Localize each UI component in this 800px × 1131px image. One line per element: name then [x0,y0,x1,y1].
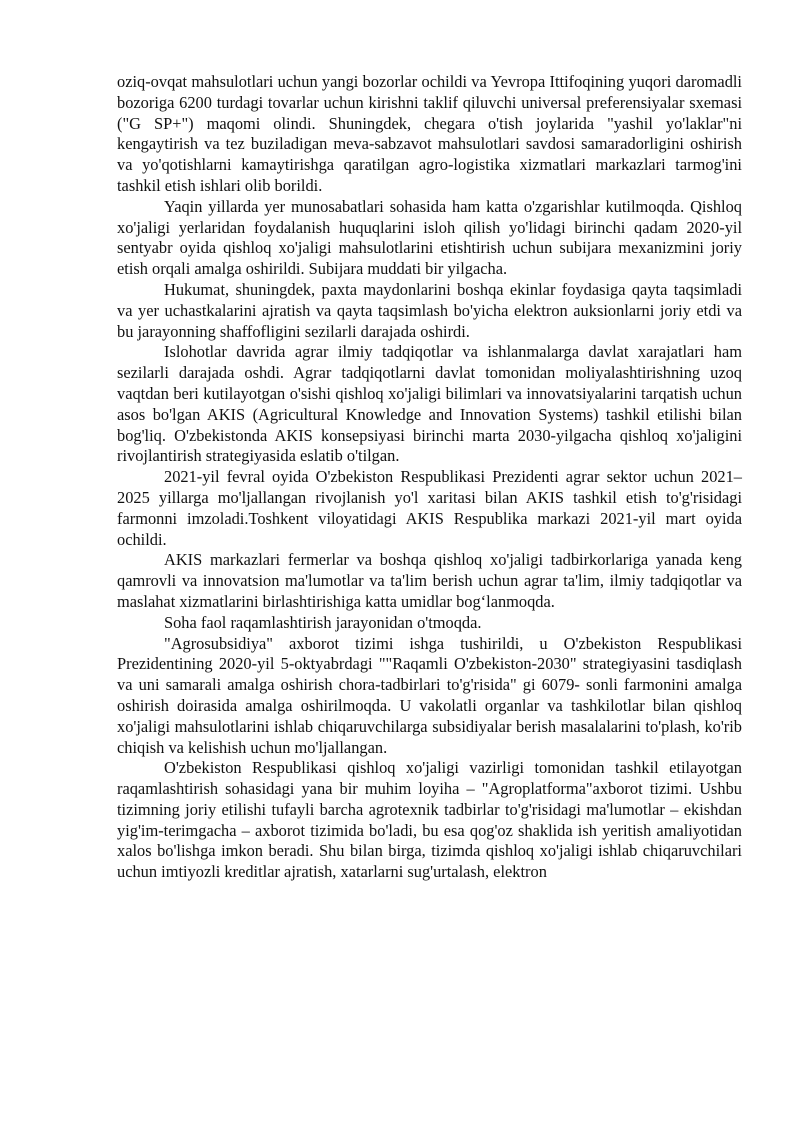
paragraph-cotton-redistribution: Hukumat, shuningdek, paxta maydonlarini boshqa ekinlar foydasiga qayta taqsimladi va yer uchastkalarini ajratish va qayta taqsimlash bo'yicha elektron auksionlarni joriy etdi va bu jarayonning shaffofligini sezilarli darajada oshirdi. [117,279,742,341]
paragraph-akis-decree: 2021-yil fevral oyida O'zbekiston Respublikasi Prezidenti agrar sektor uchun 2021–2025 yillarga mo'ljallangan rivojlanish yo'l xaritasi bilan AKIS tashkil etish to'g'risidagi farmonni imzoladi.Toshkent viloyatidagi AKIS Respublika markazi 2021-yil mart oyida ochildi. [117,467,742,549]
paragraph-digitalization: Soha faol raqamlashtirish jarayonidan o'tmoqda. [164,612,482,632]
paragraph-agroplatforma: O'zbekiston Respublikasi qishloq xo'jaligi vazirligi tomonidan tashkil etilayotgan raqamlashtirish sohasidagi yana bir muhim loyiha – "Agroplatforma"axborot tizimi. Ushbu tizimning joriy etilishi tufayli barcha agrotexnik tadbirlar to'g'risidagi ma'lumotlar – ekishdan yig'im-terimgacha – axborot tizimida bo'ladi, bu esa qog'oz shaklida ish yeritish amaliyotidan xalos bo'lishga imkon beradi. Shu bilan birga, tizimda qishloq xo'jaligi ishlab chiqaruvchilari uchun imtiyozli kreditlar ajratish, xatarlarni sug'urtalash, elektron [117,758,742,882]
paragraph-agrosubsidiya: "Agrosubsidiya" axborot tizimi ishga tushirildi, u O'zbekiston Respublikasi Prezidentining 2020-yil 5-oktyabrdagi ""Raqamli O'zbekiston-2030" strategiyasini tasdiqlash va uni samarali amalga oshirish chora-tadbirlari to'g'risida" gi 6079- sonli farmonini amalga oshirish doirasida amalga oshirilmoqda. U vakolatli organlar va tashkilotlar bilan qishloq xo'jaligi mahsulotlarini ishlab chiqaruvchilarga subsidiyalar berish masalalarini to'plash, ko'rib chiqish va kelishish uchun mo'ljallangan. [117,633,742,757]
paragraph-akis-centers: AKIS markazlari fermerlar va boshqa qishloq xo'jaligi tadbirkorlariga yanada keng qamrovli va innovatsion ma'lumotlar va ta'lim berish uchun agrar ta'lim, ilmiy tadqiqotlar va maslahat xizmatlarini birlashtirishiga katta umidlar bog‘lanmoqda. [117,550,742,611]
paragraph-akis-research: Islohotlar davrida agrar ilmiy tadqiqotlar va ishlanmalarga davlat xarajatlari ham sezilarli darajada oshdi. Agrar tadqiqotlarni davlat tomonidan moliyalashtirishning uzoq vaqtdan beri kutilayotgan o'sishi qishloq xo'jaligi bilimlari va innovatsiyalarini tarqatish uchun asos bo'lgan AKIS (Agricultural Knowledge and Innovation Systems) tashkil etilishi bilan bog'liq. O'zbekistonda AKIS konsepsiyasi birinchi marta 2030-yilgacha qishloq xo'jaligini rivojlantirish strategiyasida eslatib o'tilgan. [117,342,742,466]
paragraph-continuation: oziq-ovqat mahsulotlari uchun yangi bozorlar ochildi va Yevropa Ittifoqining yuqori daromadli bozoriga 6200 turdagi tovarlar uchun kirishni taklif qiluvchi universal preferensiyalar sxemasi ("G SP+") maqomi olindi. Shuningdek, chegara o'tish joylarida "yashil yo'laklar"ni kengaytirish va tez buziladigan meva-sabzavot mahsulotlari savdosi samaradorligini oshirish va yo'qotishlarni kamaytirishga qaratilgan agro-logistika xizmatlari markazlari tarmog'ini tashkil etish ishlari olib borildi. [117,72,742,195]
document-page [117,72,742,883]
paragraph-land-relations: Yaqin yillarda yer munosabatlari sohasida ham katta o'zgarishlar kutilmoqda. Qishloq xo'jaligi yerlaridan foydalanish huquqlarini isloh qilish yo'lidagi birinchi qadam 2020-yil sentyabr oyida qishloq xo'jaligi mahsulotlarini etishtirish uchun subijara mexanizmini joriy etish orqali amalga oshirildi. Subijara muddati bir yilgacha. [117,196,742,279]
